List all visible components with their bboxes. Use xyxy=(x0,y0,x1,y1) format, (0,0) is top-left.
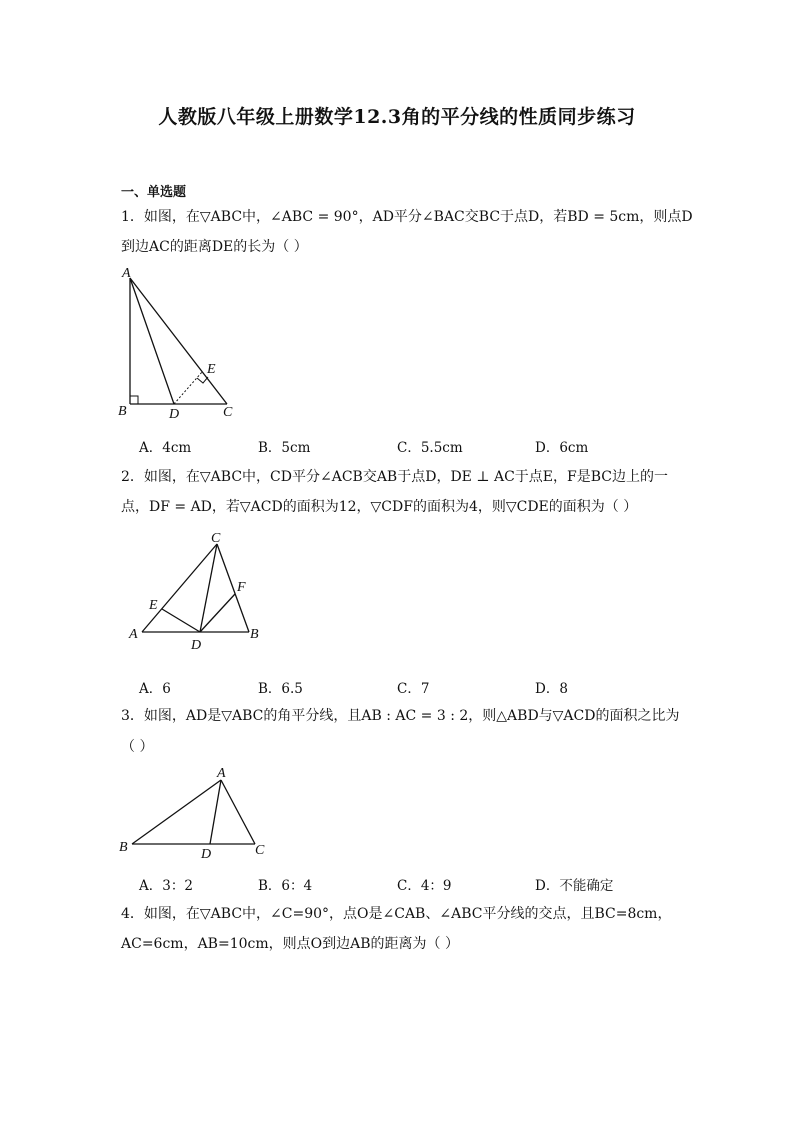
q2-label-f: F xyxy=(237,580,246,595)
q2-segment-cd xyxy=(200,544,217,632)
q3-label-c: C xyxy=(255,843,265,858)
q3-label-d: D xyxy=(201,847,212,862)
q1-label-d: D xyxy=(169,407,180,422)
page-title: 人教版八年级上册数学12.3角的平分线的性质同步练习 xyxy=(158,106,636,128)
q3-option-d[interactable]: D．不能确定 xyxy=(535,878,614,894)
q1-option-b[interactable]: B．5cm xyxy=(258,440,311,456)
q2-option-c[interactable]: C．7 xyxy=(397,681,430,697)
q1-label-e: E xyxy=(207,362,216,377)
question-4-line-1: 4．如图，在▽ABC中，∠C=90°，点O是∠CAB、∠ABC平分线的交点，且BC=8cm， xyxy=(121,906,672,922)
q3-segment-ad xyxy=(210,780,221,844)
question-3-line-2: （ ） xyxy=(121,739,154,755)
q2-option-d[interactable]: D．8 xyxy=(535,681,568,697)
q3-label-a: A xyxy=(217,766,226,781)
question-2-figure xyxy=(125,530,270,655)
q1-segment-de xyxy=(174,372,202,404)
question-1-figure xyxy=(110,265,250,425)
q1-label-c: C xyxy=(223,405,233,420)
q3-label-b: B xyxy=(119,840,128,855)
q2-segment-df xyxy=(200,594,235,632)
q1-option-c[interactable]: C．5.5cm xyxy=(397,440,463,456)
q2-label-d: D xyxy=(191,638,202,653)
q1-label-b: B xyxy=(118,404,127,419)
section-heading: 一、单选题 xyxy=(121,185,187,200)
q2-option-a[interactable]: A．6 xyxy=(139,681,171,697)
q2-label-e: E xyxy=(149,598,158,613)
q2-label-c: C xyxy=(211,531,221,546)
q3-option-b[interactable]: B．6：4 xyxy=(258,878,313,894)
question-2-line-2: 点，DF = AD，若▽ACD的面积为12，▽CDF的面积为4，则▽CDE的面积为（ ） xyxy=(121,499,638,515)
q3-option-c[interactable]: C．4：9 xyxy=(397,878,452,894)
question-4-line-2: AC=6cm，AB=10cm，则点O到边AB的距离为（ ） xyxy=(121,936,459,952)
q2-label-b: B xyxy=(250,627,259,642)
q2-option-b[interactable]: B．6.5 xyxy=(258,681,303,697)
q1-segment-ac xyxy=(130,278,227,404)
q2-label-a: A xyxy=(129,627,138,642)
q2-segment-ac xyxy=(142,544,217,632)
q2-segment-de xyxy=(162,609,200,632)
question-3-line-1: 3．如图，AD是▽ABC的角平分线，且AB : AC = 3 : 2，则△ABD与▽ACD的面积之比为 xyxy=(121,708,680,724)
q1-segment-ad xyxy=(130,278,174,404)
q3-segment-ac xyxy=(221,780,255,844)
q3-segment-ab xyxy=(132,780,221,844)
q1-option-d[interactable]: D．6cm xyxy=(535,440,589,456)
q1-option-a[interactable]: A．4cm xyxy=(139,440,192,456)
q1-right-angle-b xyxy=(130,396,138,404)
q3-option-a[interactable]: A．3：2 xyxy=(139,878,193,894)
question-2-line-1: 2．如图，在▽ABC中，CD平分∠ACB交AB于点D，DE ⊥ AC于点E，F是BC边上的一 xyxy=(121,469,668,485)
question-3-figure xyxy=(115,762,275,862)
question-1-line-2: 到边AC的距离DE的长为（ ） xyxy=(121,239,308,255)
q1-label-a: A xyxy=(122,266,131,281)
question-1-line-1: 1．如图，在▽ABC中，∠ABC = 90°，AD平分∠BAC交BC于点D，若BD = 5cm，则点D xyxy=(121,209,693,225)
